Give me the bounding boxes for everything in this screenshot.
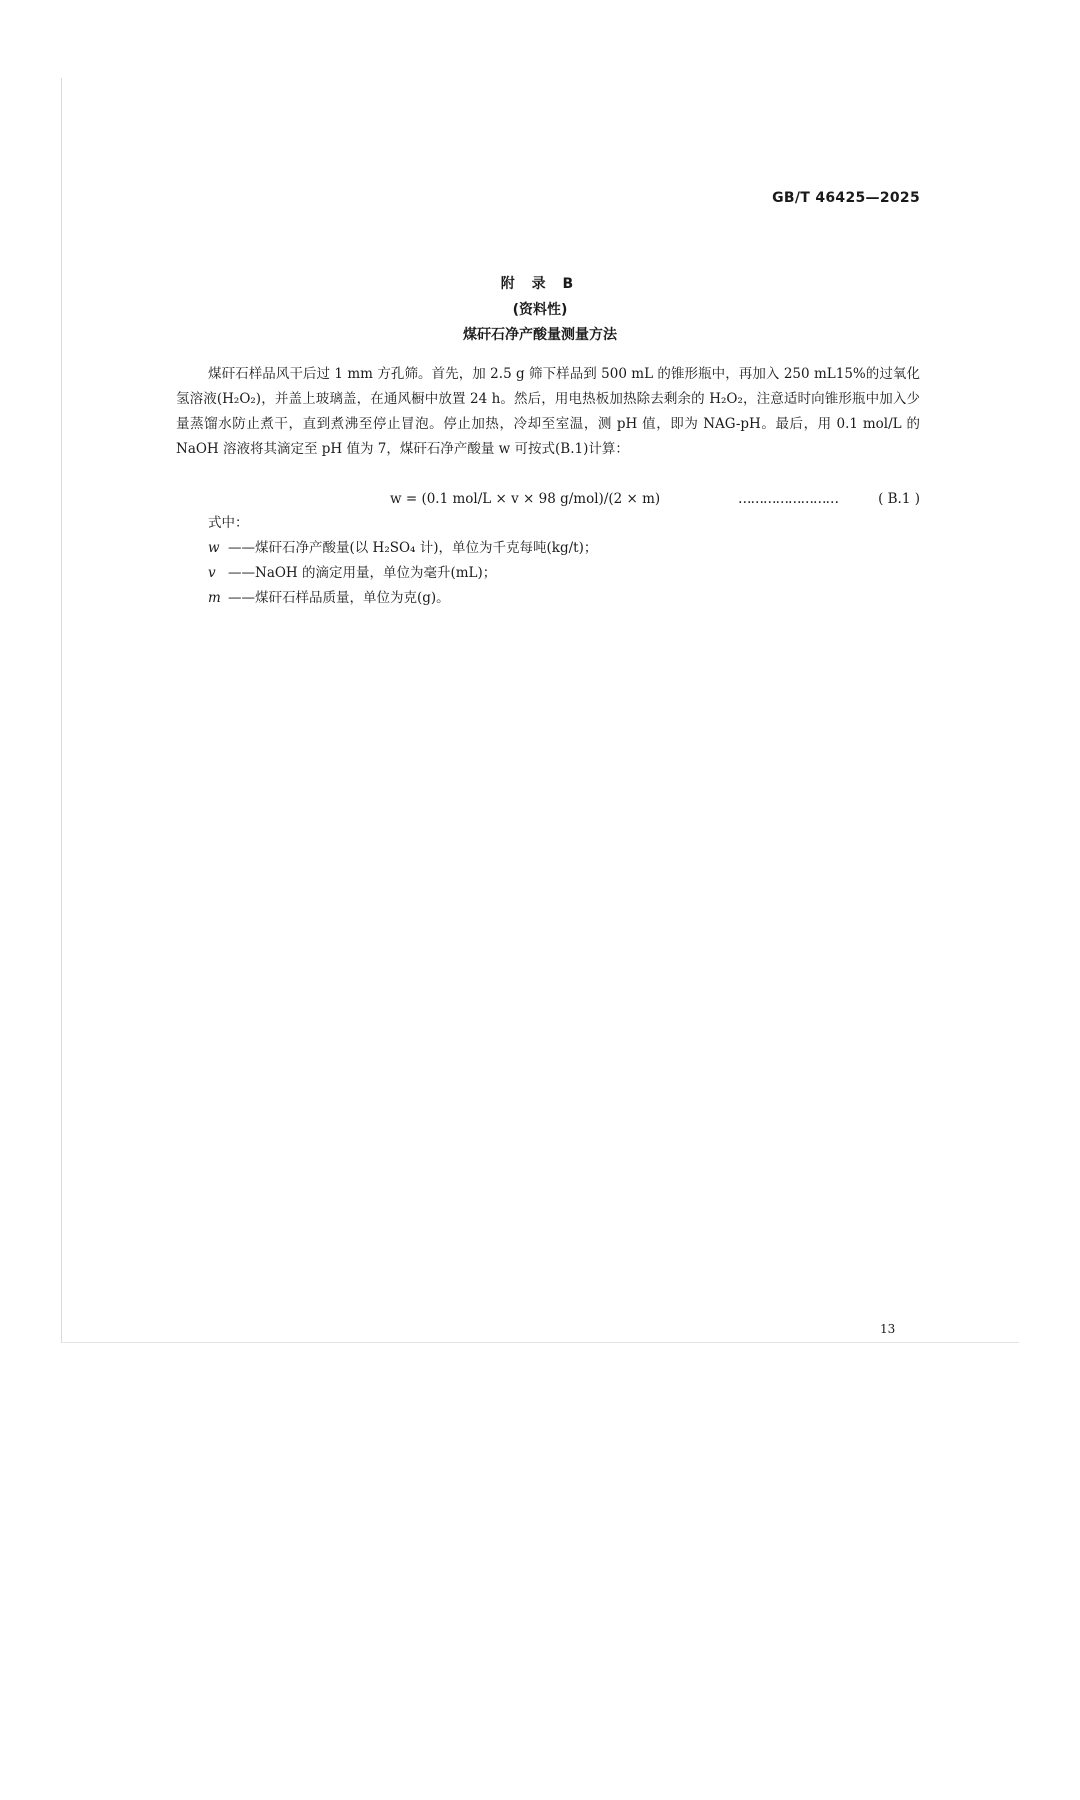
variable-symbol: v bbox=[208, 565, 216, 581]
body-paragraph: 煤矸石样品风干后过 1 mm 方孔筛。首先，加 2.5 g 筛下样品到 500 mL 的锥形瓶中，再加入 250 mL15%的过氧化氢溶液(H₂O₂)，并盖上玻璃盖，在通风橱中放置 24 h。然后，用电热板加热除去剩余的 H₂O₂，注意适时向锥形瓶中加入少量蒸馏水防止煮干，直到煮沸至停止冒泡。停止加热，冷却至室温，测 pH 值，即为 NAG-pH。最后，用 0.1 mol/L 的 NaOH 溶液将其滴定至 pH 值为 7，煤矸石净产酸量 w 可按式(B.1)计算： bbox=[176, 366, 920, 457]
variable-symbol: w bbox=[208, 540, 220, 556]
formula-expression: w = (0.1 mol/L × v × 98 g/mol)/(2 × m) bbox=[390, 491, 661, 507]
page-left-border bbox=[61, 78, 62, 1342]
formula-line bbox=[176, 487, 920, 512]
variable-definition bbox=[208, 586, 450, 611]
variable-symbol: m bbox=[208, 590, 221, 606]
page-bottom-border bbox=[61, 1342, 1019, 1343]
annex-title: 附 录 B bbox=[500, 276, 580, 292]
where-label: 式中： bbox=[208, 515, 249, 531]
annex-nature: (资料性) bbox=[512, 302, 568, 318]
formula-leader-dots: …………………… bbox=[738, 491, 838, 507]
variable-description: ——煤矸石样品质量，单位为克(g)。 bbox=[228, 590, 450, 606]
formula-number: ( B.1 ) bbox=[878, 491, 920, 507]
variable-description: ——NaOH 的滴定用量，单位为毫升(mL)； bbox=[228, 565, 497, 581]
standard-code: GB/T 46425—2025 bbox=[772, 190, 920, 206]
variable-description: ——煤矸石净产酸量(以 H₂SO₄ 计)，单位为千克每吨(kg/t)； bbox=[228, 540, 598, 556]
variable-definition bbox=[208, 561, 496, 586]
annex-name: 煤矸石净产酸量测量方法 bbox=[463, 327, 617, 343]
variable-definition bbox=[208, 536, 597, 561]
page-number: 13 bbox=[880, 1322, 896, 1336]
